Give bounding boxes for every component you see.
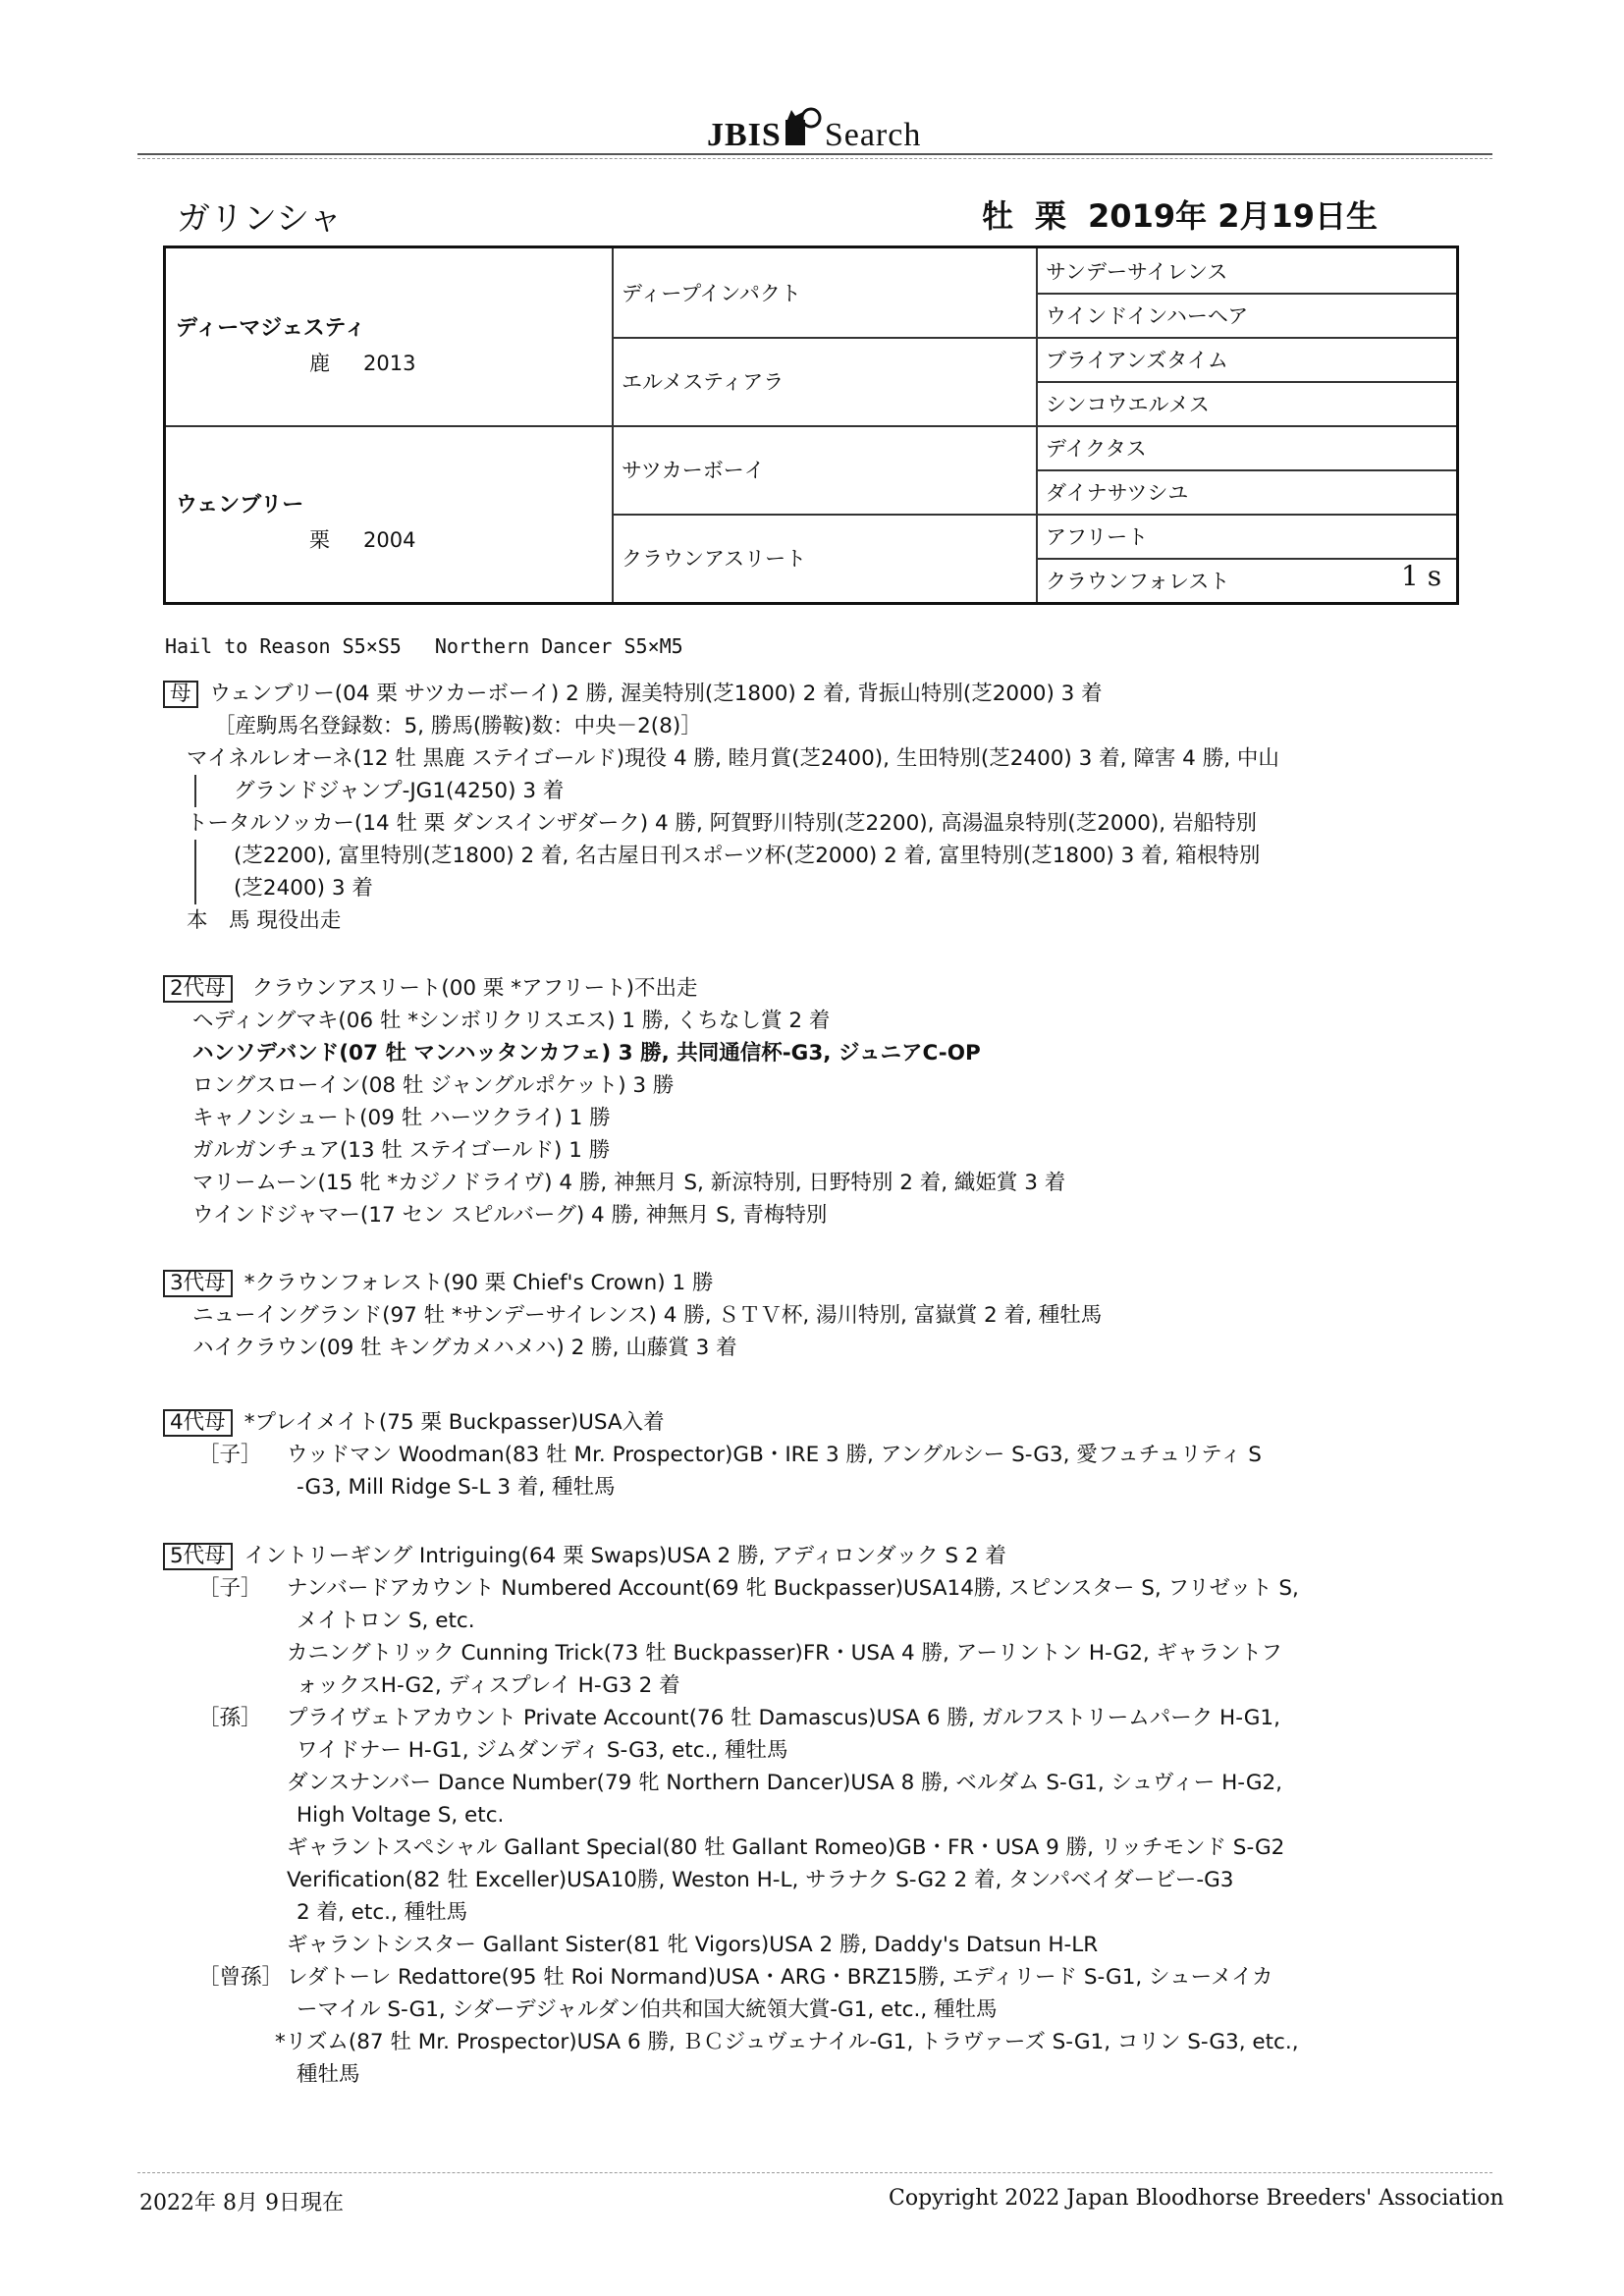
- descendant-line: レダトーレ Redattore(95 牡 Roi Normand)USA・ARG・BRZ15勝, エディリード S-G1, シューメイカ: [287, 1965, 1273, 1990]
- self-entry: 本 馬 現役出走: [187, 908, 342, 933]
- footer-date: 2022年 8月 9日現在: [139, 2191, 344, 2215]
- gen2-ancestor: サツカーボーイ: [622, 459, 765, 482]
- section-tag: 5代母: [163, 1543, 233, 1570]
- gen2-ancestor: クラウンアスリート: [622, 547, 807, 571]
- horse-birth: 2019年 2月19日生: [1088, 197, 1379, 235]
- section-2nd-dam: [163, 972, 1479, 1231]
- dam-name: ウェンブリー: [176, 493, 304, 518]
- horse-color: 栗: [1035, 197, 1067, 235]
- gen3-ancestor: ダイナサツシユ: [1046, 481, 1189, 505]
- horse-magnifier-icon: [782, 106, 825, 149]
- section-head: クラウンアスリート(00 栗 *アフリート)不出走: [251, 976, 698, 1001]
- gen3-ancestor: クラウンフォレスト: [1046, 570, 1230, 593]
- offspring-line: ハンソデバンド(07 牡 マンハッタンカフェ) 3 勝, 共同通信杯-G3, ジュニアC-OP: [192, 1041, 981, 1066]
- descendant-line-cont: ォックスH-G2, ディスプレイ H-G3 2 着: [297, 1673, 680, 1698]
- horse-name: ガリンシャ: [177, 199, 343, 239]
- pedigree-table: [163, 246, 1459, 605]
- offspring-line: ヘディングマキ(06 牡 *シンボリクリスエス) 1 勝, くちなし賞 2 着: [192, 1009, 831, 1033]
- pedigree-row-divider: [1036, 381, 1456, 383]
- descendant-line-cont: -G3, Mill Ridge S-L 3 着, 種牡馬: [297, 1475, 616, 1500]
- offspring-line: マイネルレオーネ(12 牡 黒鹿 ステイゴールド)現役 4 勝, 睦月賞(芝2400), 生田特別(芝2400) 3 着, 障害 4 勝, 中山: [187, 746, 1279, 771]
- offspring-line: ロングスローイン(08 牡 ジャングルポケット) 3 勝: [192, 1073, 675, 1098]
- section-head: *プレイメイト(75 栗 Buckpasser)USA入着: [244, 1410, 665, 1435]
- generation-label: ［曾孫］: [198, 1965, 284, 1990]
- pedigree-row-divider: [1036, 469, 1456, 471]
- dam-summary: ウェンブリー(04 栗 サツカーボーイ) 2 勝, 渥美特別(芝1800) 2 着, 背振山特別(芝2000) 3 着: [209, 682, 1103, 706]
- descendant-line: ギャラントスペシャル Gallant Special(80 牡 Gallant Romeo)GB・FR・USA 9 勝, リッチモンド S-G2: [287, 1835, 1285, 1860]
- horse-sex: 牡: [982, 197, 1014, 235]
- gen2-ancestor: エルメスティアラ: [622, 370, 785, 394]
- sire-year: 2013: [363, 352, 416, 375]
- logo-text-right: Search: [824, 117, 922, 153]
- dam-offspring-stats: ［産駒馬名登録数：5, 勝馬(勝鞍)数：中央－2(8)］: [214, 714, 702, 738]
- jbis-search-logo: [707, 106, 921, 154]
- offspring-line: ウインドジャマー(17 セン スピルバーグ) 4 勝, 神無月 S, 青梅特別: [192, 1203, 828, 1228]
- footer-copyright: Copyright 2022 Japan Bloodhorse Breeders' Association: [889, 2186, 1504, 2211]
- section-5th-dam: [163, 1540, 1479, 2091]
- descendant-line: ウッドマン Woodman(83 牡 Mr. Prospector)GB・IRE 3 勝, アングルシー S-G3, 愛フュチュリティ S: [287, 1443, 1262, 1467]
- logo-text-left: JBIS: [707, 117, 782, 153]
- pedigree-row-divider: [612, 514, 1456, 516]
- sire-name: ディーマジェスティ: [176, 316, 366, 341]
- gen3-ancestor: ウインドインハーヘア: [1046, 304, 1249, 328]
- offspring-line: ガルガンチュア(13 牡 ステイゴールド) 1 勝: [192, 1138, 611, 1163]
- dam-year: 2004: [363, 528, 416, 552]
- section-head: *クラウンフォレスト(90 栗 Chief's Crown) 1 勝: [244, 1271, 714, 1295]
- dam-cell: [176, 488, 415, 554]
- horse-info: [982, 191, 1399, 237]
- gen3-ancestor: サンデーサイレンス: [1046, 260, 1228, 284]
- pedigree-row-divider: [612, 337, 1456, 339]
- inbreeding-item: Northern Dancer S5×M5: [434, 634, 683, 658]
- descendant-line-cont: 種牡馬: [297, 2062, 360, 2087]
- pedigree-row-divider: [166, 425, 1456, 427]
- section-tag: 3代母: [163, 1270, 233, 1297]
- generation-label: ［孫］: [198, 1706, 262, 1730]
- section-3rd-dam: [163, 1267, 1479, 1364]
- pedigree-row-divider: [1036, 293, 1456, 295]
- inbreeding-item: Hail to Reason S5×S5: [165, 634, 402, 658]
- offspring-line: マリームーン(15 牝 *カジノドライヴ) 4 勝, 神無月 S, 新涼特別, 日野特別 2 着, 織姫賞 3 着: [192, 1171, 1066, 1195]
- descendant-line-cont: 2 着, etc., 種牡馬: [297, 1900, 468, 1925]
- dam-color: 栗: [309, 528, 330, 552]
- offspring-line-cont: (芝2400) 3 着: [194, 872, 1479, 904]
- section-tag: 母: [163, 681, 198, 708]
- header-divider-dashed: [137, 158, 1492, 159]
- offspring-line-cont: グランドジャンプ-JG1(4250) 3 着: [194, 775, 1479, 807]
- descendant-line-cont: ワイドナー H-G1, ジムダンディ S-G3, etc., 種牡馬: [297, 1738, 788, 1763]
- descendant-line: ダンスナンバー Dance Number(79 牝 Northern Dancer)USA 8 勝, ベルダム S-G1, シュヴィー H-G2,: [287, 1771, 1283, 1795]
- descendant-line: Verification(82 牡 Exceller)USA10勝, Weston H-L, サラナク S-G2 2 着, タンパベイダービー-G3: [287, 1868, 1234, 1892]
- gen2-ancestor: ディープインパクト: [622, 282, 801, 305]
- family-mark: 1 s: [1401, 560, 1442, 592]
- footer-divider: [137, 2172, 1492, 2173]
- gen3-ancestor: ブライアンズタイム: [1046, 349, 1228, 372]
- descendant-line: ギャラントシスター Gallant Sister(81 牝 Vigors)USA 2 勝, Daddy's Datsun H-LR: [287, 1933, 1099, 1957]
- section-head: イントリーギング Intriguing(64 栗 Swaps)USA 2 勝, アディロンダック S 2 着: [244, 1544, 1006, 1568]
- section-tag: 2代母: [163, 975, 233, 1003]
- descendant-line-cont: High Voltage S, etc.: [297, 1803, 505, 1828]
- section-4th-dam: [163, 1406, 1479, 1503]
- generation-label: ［子］: [198, 1443, 262, 1467]
- pedigree-row-divider: [1036, 558, 1456, 560]
- descendant-line: *リズム(87 牡 Mr. Prospector)USA 6 勝, ＢＣジュヴェナイル-G1, トラヴァーズ S-G1, コリン S-G3, etc.,: [275, 2030, 1299, 2054]
- offspring-line: トータルソッカー(14 牡 栗 ダンスインザダーク) 4 勝, 阿賀野川特別(芝2200), 高湯温泉特別(芝2000), 岩船特別: [187, 811, 1257, 836]
- sire-cell: [176, 311, 415, 377]
- offspring-line: ハイクラウン(09 牡 キングカメハメハ) 2 勝, 山藤賞 3 着: [192, 1336, 737, 1360]
- descendant-line-cont: メイトロン S, etc.: [297, 1609, 475, 1633]
- generation-label: ［子］: [198, 1576, 262, 1601]
- descendant-line: カニングトリック Cunning Trick(73 牡 Buckpasser)FR・USA 4 勝, アーリントン H-G2, ギャラントフ: [287, 1641, 1282, 1666]
- gen3-ancestor: アフリート: [1046, 525, 1149, 549]
- sire-color: 鹿: [309, 352, 330, 375]
- gen3-ancestor: シンコウエルメス: [1046, 393, 1210, 416]
- descendant-line: プライヴェトアカウント Private Account(76 牡 Damascus)USA 6 勝, ガルフストリームパーク H-G1,: [287, 1706, 1280, 1730]
- section-tag: 4代母: [163, 1409, 233, 1437]
- descendant-line-cont: ーマイル S-G1, シダーデジャルダン伯共和国大統領大賞-G1, etc., 種牡馬: [297, 1997, 998, 2022]
- section-dam: [163, 678, 1479, 937]
- gen3-ancestor: デイクタス: [1046, 437, 1147, 461]
- header-divider: [137, 153, 1492, 155]
- inbreeding-line: [165, 634, 717, 658]
- descendant-line: ナンバードアカウント Numbered Account(69 牝 Buckpasser)USA14勝, スピンスター S, フリゼット S,: [287, 1576, 1299, 1601]
- offspring-line: ニューイングランド(97 牡 *サンデーサイレンス) 4 勝, ＳＴＶ杯, 湯川特別, 富嶽賞 2 着, 種牡馬: [192, 1303, 1103, 1328]
- offspring-line: キャノンシュート(09 牡 ハーツクライ) 1 勝: [192, 1106, 611, 1130]
- offspring-line-cont: (芝2200), 富里特別(芝1800) 2 着, 名古屋日刊スポーツ杯(芝2000) 2 着, 富里特別(芝1800) 3 着, 箱根特別: [194, 840, 1479, 872]
